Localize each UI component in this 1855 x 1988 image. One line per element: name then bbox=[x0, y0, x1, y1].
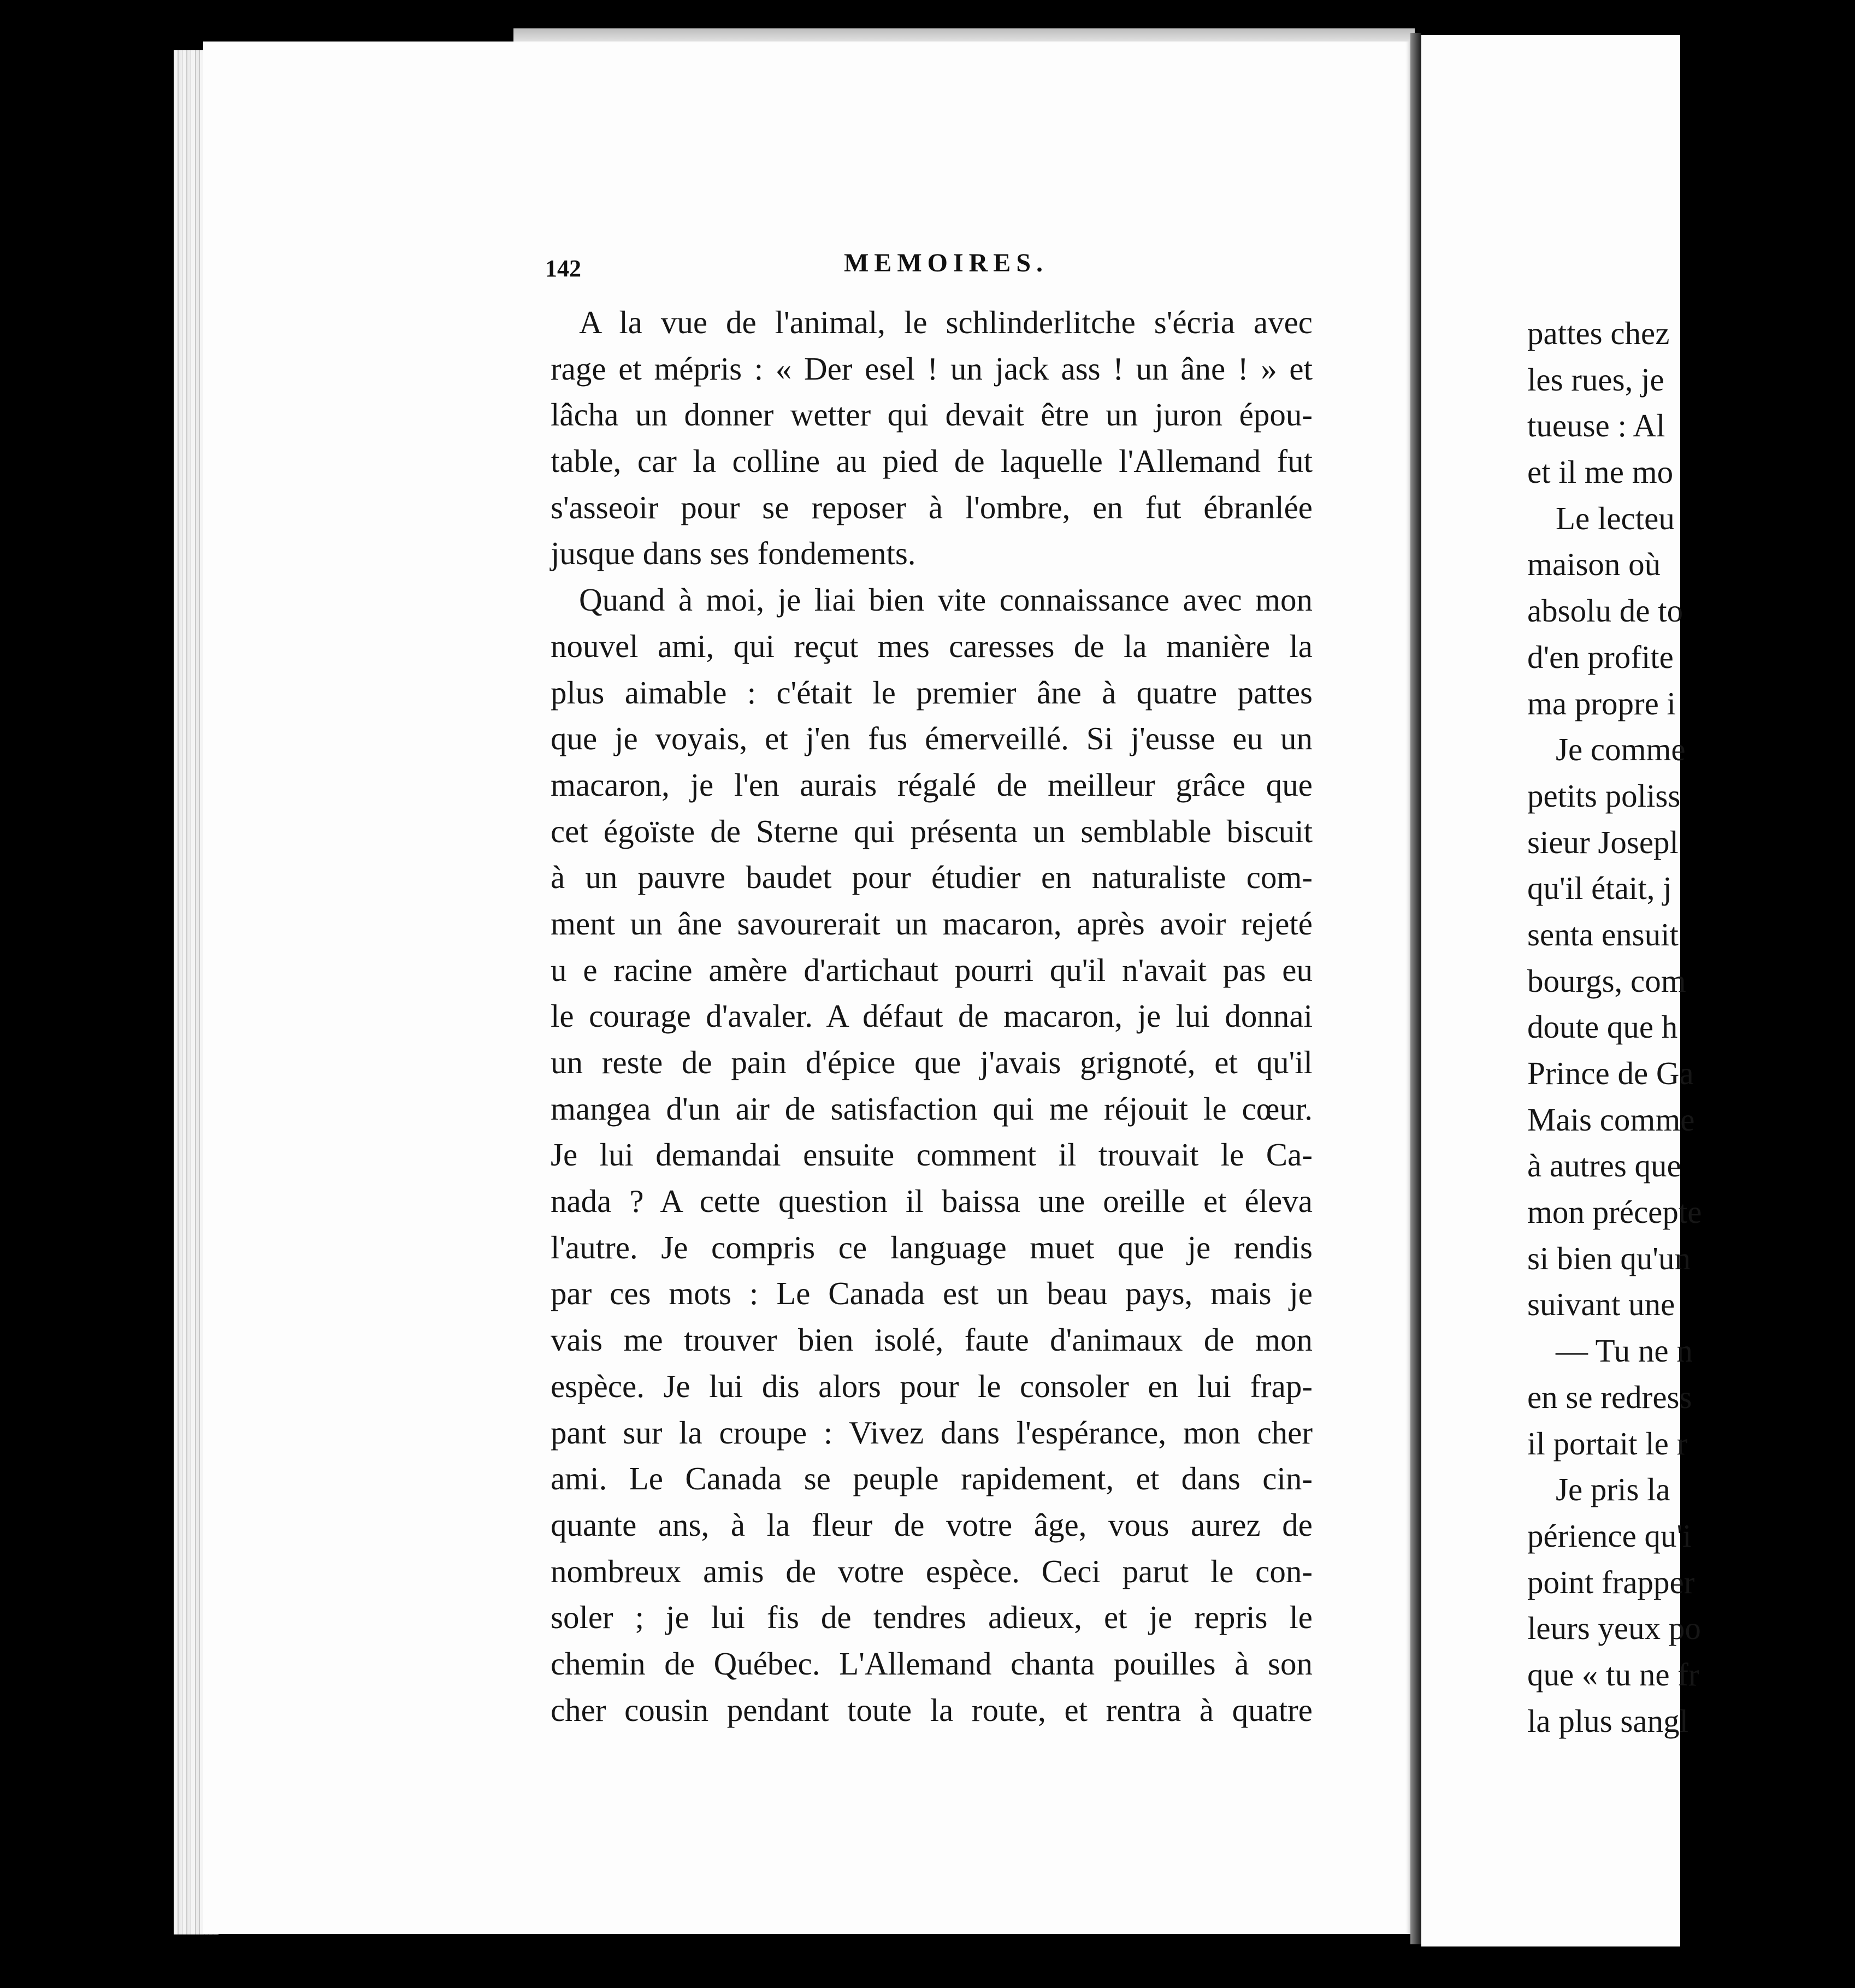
right-text-line: petits poliss bbox=[1527, 777, 1681, 814]
left-text-line: Je lui demandai ensuite comment il trouvait le Ca- bbox=[551, 1137, 1313, 1173]
left-text-line: que je voyais, et j'en fus émerveillé. Si j'eusse eu un bbox=[551, 720, 1313, 757]
left-text-line: Quand à moi, je liai bien vite connaissance avec mon bbox=[579, 582, 1313, 618]
right-text-line: tueuse : Al bbox=[1527, 407, 1665, 444]
left-text-line: quante ans, à la fleur de votre âge, vous aurez de bbox=[551, 1506, 1313, 1543]
left-text-line: ami. Le Canada se peuple rapidement, et dans cin- bbox=[551, 1460, 1313, 1497]
right-text-line: maison où bbox=[1527, 546, 1661, 583]
left-text-line: lâcha un donner wetter qui devait être un juron épou- bbox=[551, 397, 1313, 433]
left-text-line: mangea d'un air de satisfaction qui me réjouit le cœur. bbox=[551, 1090, 1313, 1127]
right-text-line: point frapper bbox=[1527, 1564, 1695, 1600]
left-text-line: le courage d'avaler. A défaut de macaron, je lui donnai bbox=[551, 998, 1313, 1034]
right-text-line: la plus sangl bbox=[1527, 1702, 1688, 1739]
right-text-line: en se redress bbox=[1527, 1378, 1692, 1415]
left-text-line: cher cousin pendant toute la route, et rentra à quatre bbox=[551, 1691, 1313, 1728]
book-gutter bbox=[1410, 33, 1421, 1944]
left-text-line: s'asseoir pour se reposer à l'ombre, en fut ébranlée bbox=[551, 489, 1313, 525]
left-text-line: ment un âne savourerait un macaron, après avoir rejeté bbox=[551, 905, 1313, 942]
right-text-line: Prince de Ga bbox=[1527, 1055, 1694, 1091]
left-text-line: nada ? A cette question il baissa une oreille et éleva bbox=[551, 1183, 1313, 1220]
left-text-line: soler ; je lui fis de tendres adieux, et je repris le bbox=[551, 1599, 1313, 1636]
right-page-body bbox=[1527, 310, 1855, 1744]
left-text-line: cet égoïste de Sterne qui présenta un semblable biscuit bbox=[551, 813, 1313, 849]
left-text-line: u e racine amère d'artichaut pourri qu'il n'avait pas eu bbox=[551, 951, 1313, 988]
right-text-line: d'en profite bbox=[1527, 638, 1674, 675]
left-text-line: l'autre. Je compris ce language muet que je rendis bbox=[551, 1229, 1313, 1265]
left-text-line: par ces mots : Le Canada est un beau pays, mais je bbox=[551, 1275, 1313, 1312]
right-text-line: sieur Josepl bbox=[1527, 824, 1679, 860]
left-text-line: nombreux amis de votre espèce. Ceci parut le con- bbox=[551, 1553, 1313, 1589]
left-text-line: table, car la colline au pied de laquelle l'Allemand fut bbox=[551, 443, 1313, 480]
left-text-line: macaron, je l'en aurais régalé de meilleur grâce que bbox=[551, 766, 1313, 803]
right-text-line: Mais comme bbox=[1527, 1101, 1695, 1138]
right-text-line: leurs yeux po bbox=[1527, 1610, 1701, 1647]
right-text-line: que « tu ne fr bbox=[1527, 1656, 1699, 1693]
right-text-line: il portait le r bbox=[1527, 1425, 1688, 1462]
left-page-body bbox=[551, 299, 1313, 1733]
right-text-line: et il me mo bbox=[1527, 454, 1674, 490]
left-text-line: espèce. Je lui dis alors pour le consoler en lui frap- bbox=[551, 1368, 1313, 1404]
right-text-line: périence qu'i bbox=[1527, 1517, 1692, 1554]
running-head: MEMOIRES. bbox=[844, 248, 1049, 277]
right-text-line: Je comme bbox=[1556, 731, 1686, 768]
right-text-line: — Tu ne n bbox=[1556, 1333, 1693, 1369]
left-text-line: A la vue de l'animal, le schlinderlitche s'écria avec bbox=[579, 304, 1313, 340]
left-text-line: plus aimable : c'était le premier âne à quatre pattes bbox=[551, 674, 1313, 711]
right-text-line: pattes chez bbox=[1527, 315, 1670, 351]
right-text-line: les rues, je bbox=[1527, 361, 1664, 398]
left-text-line: vais me trouver bien isolé, faute d'animaux de mon bbox=[551, 1322, 1313, 1358]
right-text-line: à autres que bbox=[1527, 1147, 1681, 1184]
left-text-line: rage et mépris : « Der esel ! un jack ass ! un âne ! » et bbox=[551, 350, 1313, 387]
right-text-line: ma propre i bbox=[1527, 685, 1676, 721]
right-text-line: mon précepte bbox=[1527, 1194, 1702, 1230]
left-text-line: pant sur la croupe : Vivez dans l'espérance, mon cher bbox=[551, 1414, 1313, 1451]
right-text-line: si bien qu'un bbox=[1527, 1240, 1691, 1276]
left-text-line: jusque dans ses fondements. bbox=[551, 535, 916, 572]
right-text-line: suivant une bbox=[1527, 1286, 1675, 1323]
left-text-line: un reste de pain d'épice que j'avais grignoté, et qu'il bbox=[551, 1044, 1313, 1080]
right-text-line: Le lecteu bbox=[1556, 500, 1675, 536]
left-text-line: chemin de Québec. L'Allemand chanta pouilles à son bbox=[551, 1645, 1313, 1682]
right-text-line: doute que h bbox=[1527, 1009, 1678, 1045]
right-text-line: bourgs, com bbox=[1527, 962, 1686, 999]
right-text-line: Je pris la bbox=[1556, 1471, 1670, 1508]
page-number: 142 bbox=[545, 255, 581, 282]
left-text-line: à un pauvre baudet pour étudier en naturaliste com- bbox=[551, 859, 1313, 896]
right-text-line: qu'il était, j bbox=[1527, 870, 1672, 907]
right-text-line: senta ensuit bbox=[1527, 916, 1679, 952]
left-text-line: nouvel ami, qui reçut mes caresses de la manière la bbox=[551, 628, 1313, 664]
right-text-line: absolu de to bbox=[1527, 593, 1683, 629]
